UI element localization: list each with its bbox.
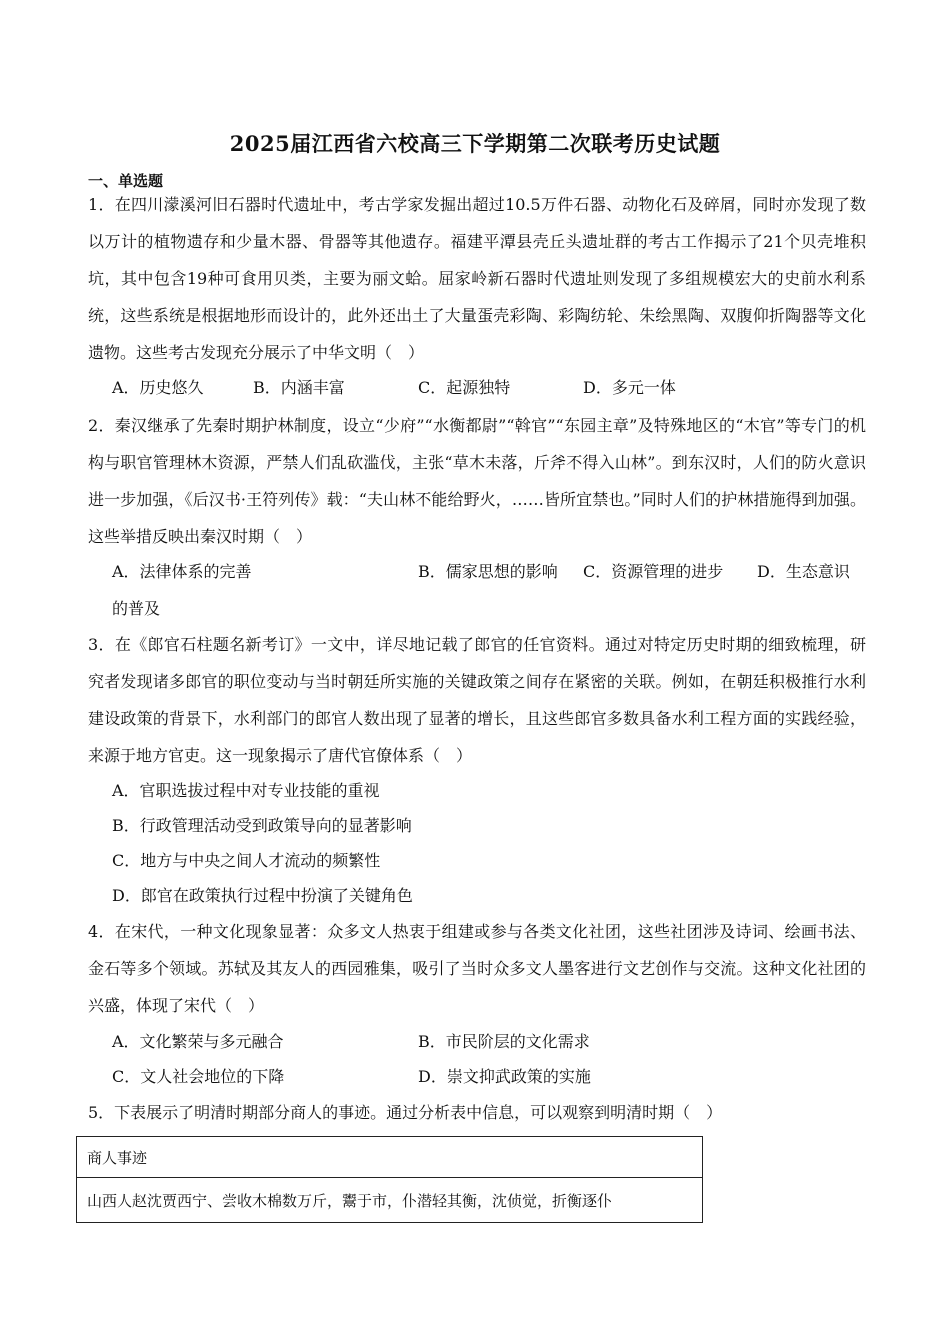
question-4-option-d: D．崇文抑武政策的实施	[418, 1067, 591, 1086]
table-header-cell: 商人事迹	[77, 1137, 703, 1178]
table-row	[77, 1178, 703, 1223]
question-3-stem: 3．在《郎官石柱题名新考订》一文中，详尽地记载了郎官的任官资料。通过对特定历史时期的细致梳理，研究者发现诸多郎官的职位变动与当时朝廷所实施的关键政策之间存在紧密的关联。例如，在朝廷积极推行水利建设政策的背景下，水利部门的郎官人数出现了显著的增长，且这些郎官多数具备水利工程方面的实践经验，来源于地方官吏。这一现象揭示了唐代官僚体系（ ）	[88, 635, 866, 765]
question-4-option-a: A．文化繁荣与多元融合	[112, 1032, 284, 1051]
question-2-option-c: C．资源管理的进步	[583, 562, 724, 581]
question-3-option-a: A．官职选拔过程中对专业技能的重视	[112, 781, 380, 800]
question-3-option-b: B．行政管理活动受到政策导向的显著影响	[112, 816, 412, 835]
question-4-option-b: B．市民阶层的文化需求	[418, 1032, 590, 1051]
question-1-option-d: D．多元一体	[583, 378, 676, 397]
question-1-option-b: B．内涵丰富	[253, 378, 345, 397]
exam-title: 2025届江西省六校高三下学期第二次联考历史试题	[229, 131, 721, 156]
question-4-option-c: C．文人社会地位的下降	[112, 1067, 285, 1086]
question-3-option-c: C．地方与中央之间人才流动的频繁性	[112, 851, 381, 870]
question-2-option-a: A．法律体系的完善	[112, 562, 252, 581]
question-2-option-d-continued: 的普及	[112, 599, 161, 618]
question-3-option-d: D．郎官在政策执行过程中扮演了关键角色	[112, 886, 413, 905]
question-4-stem: 4．在宋代，一种文化现象显著：众多文人热衷于组建或参与各类文化社团，这些社团涉及诗词、绘画书法、金石等多个领域。苏轼及其友人的西园雅集，吸引了当时众多文人墨客进行文艺创作与交流。这种文化社团的兴盛，体现了宋代（ ）	[88, 922, 866, 1015]
question-2-option-b: B．儒家思想的影响	[418, 562, 558, 581]
section-heading: 一、单选题	[88, 172, 164, 190]
question-1-option-c: C．起源独特	[418, 378, 511, 397]
merchant-table	[76, 1136, 703, 1223]
question-1-option-a: A．历史悠久	[112, 378, 204, 397]
table-row	[77, 1137, 703, 1178]
question-2-option-d: D．生态意识	[757, 562, 850, 581]
question-2-stem: 2．秦汉继承了先秦时期护林制度，设立“少府”“水衡都尉”“斡官”“东园主章”及特殊地区的“木官”等专门的机构与职官管理林木资源，严禁人们乱砍滥伐，主张“草木未落，斤斧不得入山林”。到东汉时，人们的防火意识进一步加强，《后汉书·王符列传》载：“夫山林不能给野火，……皆所宜禁也。”同时人们的护林措施得到加强。这些举措反映出秦汉时期（ ）	[88, 416, 866, 546]
question-5-stem: 5．下表展示了明清时期部分商人的事迹。通过分析表中信息，可以观察到明清时期（ ）	[88, 1103, 723, 1122]
table-cell: 山西人赵沈贾西宁、尝收木棉数万斤，鬻于市，仆潜轻其衡，沈侦觉，折衡逐仆	[77, 1178, 703, 1223]
question-1-stem: 1．在四川濛溪河旧石器时代遗址中，考古学家发掘出超过10.5万件石器、动物化石及碎屑，同时亦发现了数以万计的植物遗存和少量木器、骨器等其他遗存。福建平潭县壳丘头遗址群的考古工作揭示了21个贝壳堆积坑，其中包含19种可食用贝类，主要为丽文蛤。屈家岭新石器时代遗址则发现了多组规模宏大的史前水利系统，这些系统是根据地形而设计的，此外还出土了大量蛋壳彩陶、彩陶纺轮、朱绘黑陶、双腹仰折陶器等文化遗物。这些考古发现充分展示了中华文明（ ）	[88, 195, 866, 362]
